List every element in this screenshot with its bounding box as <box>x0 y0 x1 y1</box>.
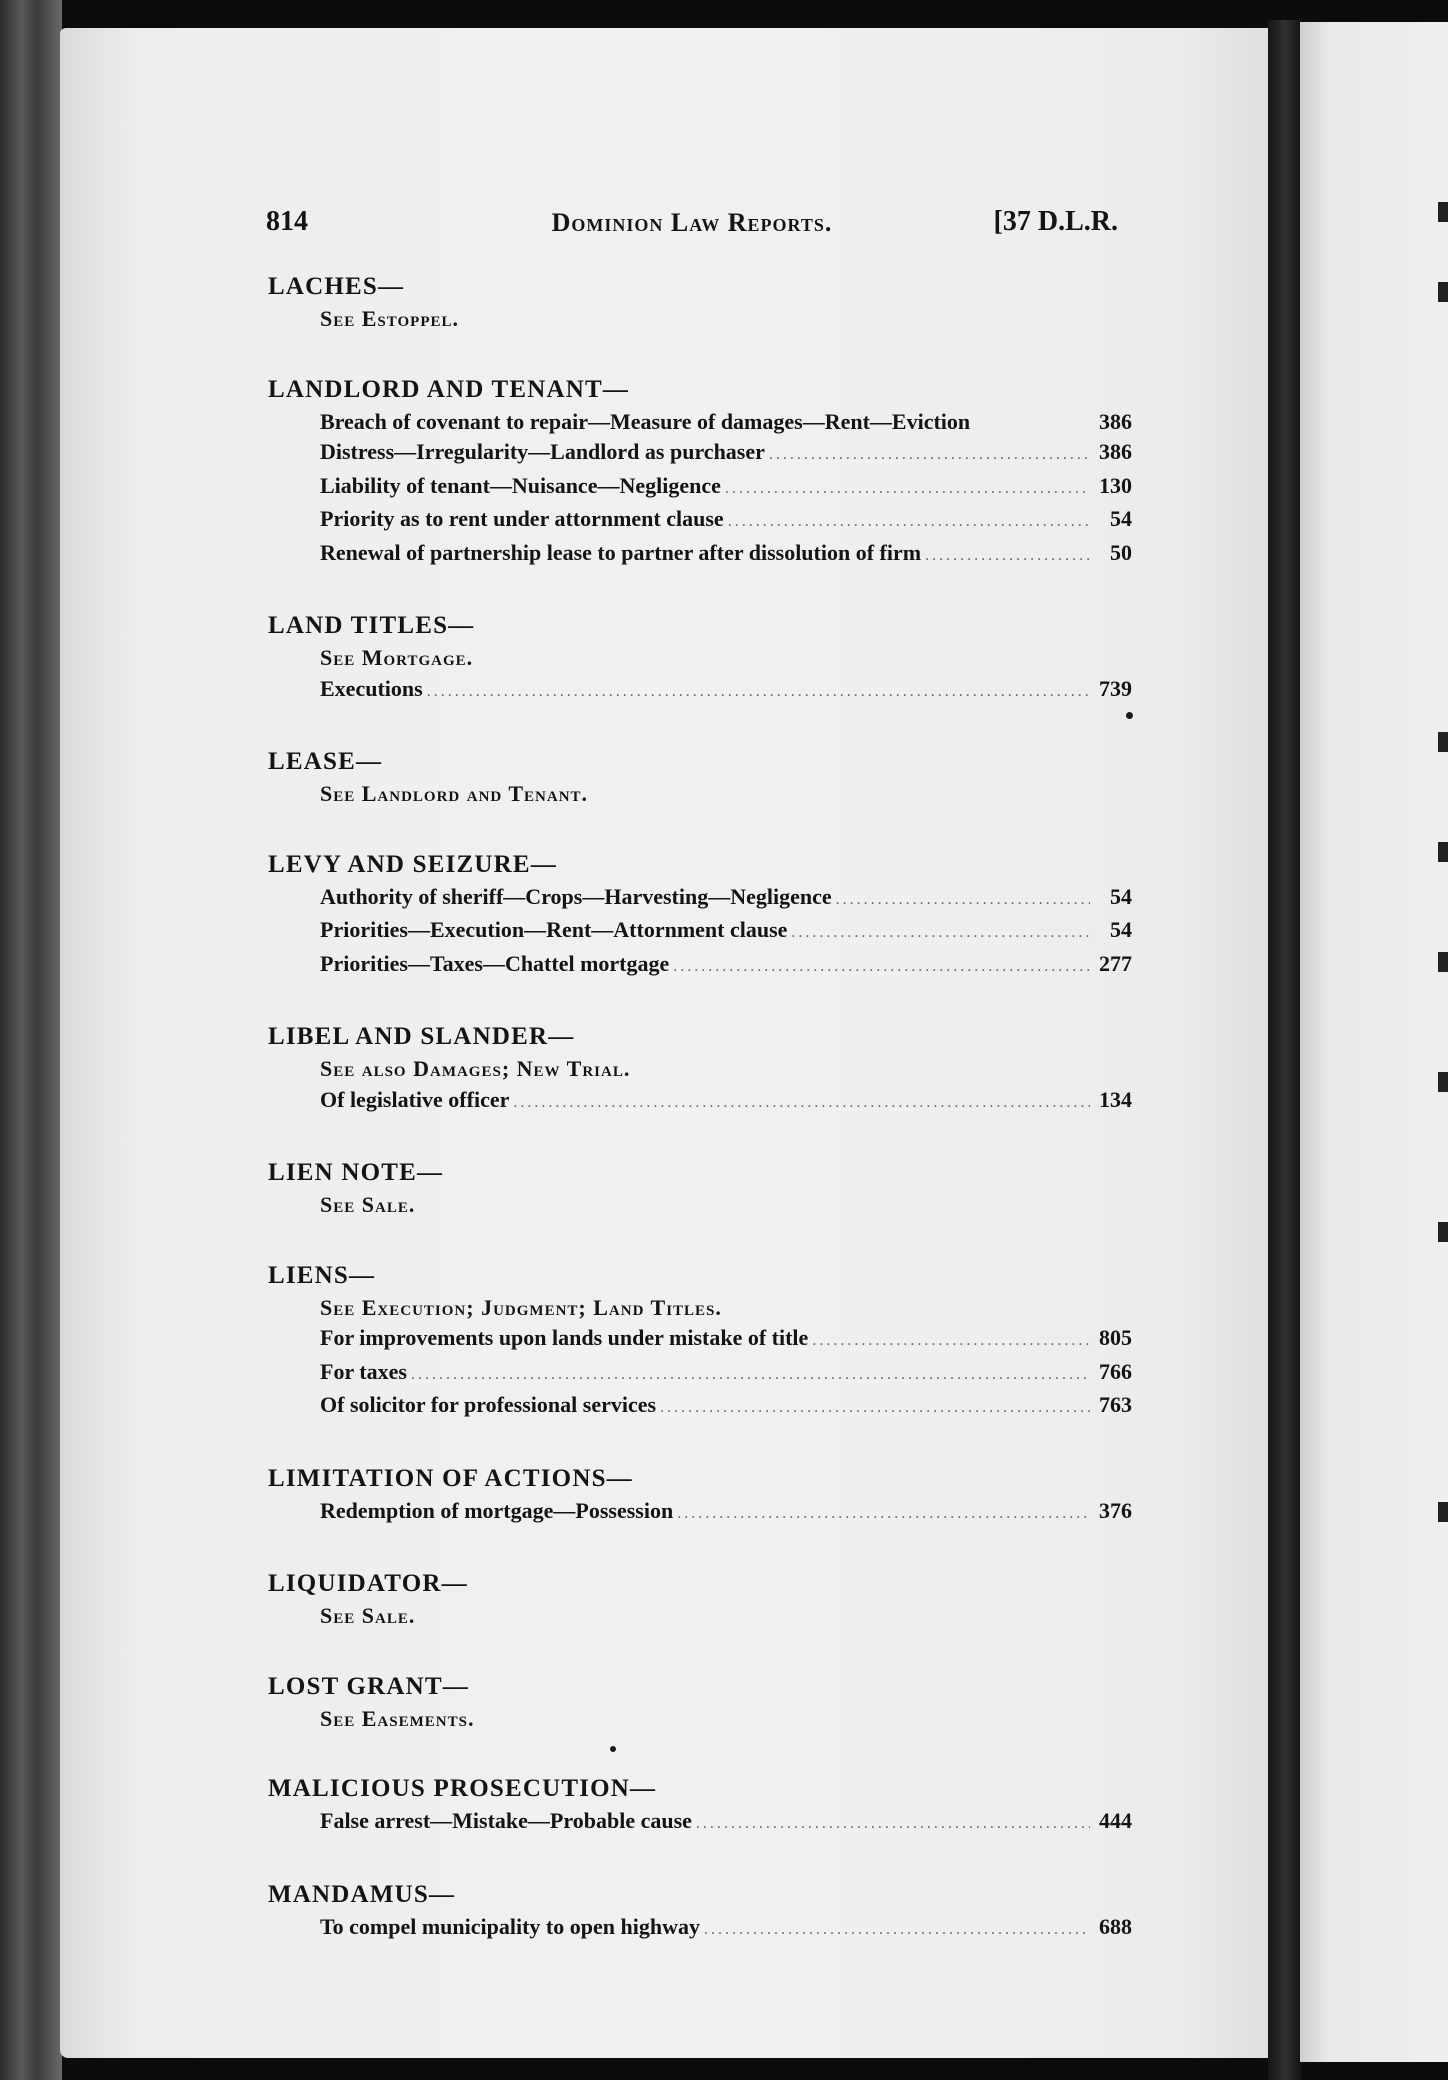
page-gutter <box>1268 20 1302 2080</box>
page-reference: 805 <box>1099 1325 1132 1350</box>
subentry-text: Priority as to rent under attornment clause <box>320 506 724 531</box>
subentry <box>268 538 1132 572</box>
volume-reference: [37 D.L.R. <box>993 206 1118 237</box>
leader-dots <box>427 677 1090 708</box>
cross-reference: See Sale. <box>320 1192 416 1217</box>
entry-heading: LAND TITLES— <box>268 612 475 639</box>
page-reference: 54 <box>1110 917 1132 942</box>
page-reference: 444 <box>1099 1808 1132 1833</box>
entry-heading: LIQUIDATOR— <box>268 1570 468 1597</box>
subentry <box>268 1496 1132 1530</box>
cross-reference: See also Damages; New Trial. <box>320 1056 631 1081</box>
entry-heading: MANDAMUS— <box>268 1880 456 1908</box>
index-list <box>268 270 1132 1983</box>
subentry <box>268 674 1132 708</box>
subentry <box>268 1357 1132 1391</box>
page-reference: 386 <box>1099 408 1132 434</box>
entry-heading: LOST GRANT— <box>268 1672 469 1700</box>
leader-dots <box>812 1326 1090 1357</box>
book-spine <box>0 0 62 2080</box>
cross-reference: See Landlord and Tenant. <box>320 781 589 806</box>
page-reference: 54 <box>1110 883 1132 909</box>
subentry <box>268 1085 1132 1119</box>
cross-reference: See Execution; Judgment; Land Titles. <box>320 1294 722 1320</box>
subentry <box>268 1806 1132 1840</box>
index-entry <box>268 848 1132 983</box>
subentry-text: Breach of covenant to repair—Measure of damages—Rent—Eviction <box>320 408 971 434</box>
leader-dots <box>925 541 1090 572</box>
entry-heading: LANDLORD AND TENANT— <box>268 375 630 403</box>
entry-heading: LIENS— <box>268 1261 376 1289</box>
cross-reference: See Mortgage. <box>320 645 474 670</box>
subentry <box>268 1323 1132 1357</box>
leader-dots <box>513 1088 1090 1119</box>
subentry <box>268 504 1132 538</box>
page-header <box>266 206 1118 246</box>
leader-dots <box>791 918 1090 949</box>
subentry-text: False arrest—Mistake—Probable cause <box>320 1808 692 1833</box>
subentry-text: Authority of sheriff—Crops—Harvesting—Negligence <box>320 883 832 909</box>
subentry-text: Liability of tenant—Nuisance—Negligence <box>320 472 721 498</box>
subentry <box>268 915 1132 949</box>
cross-reference: See Estoppel. <box>320 306 459 331</box>
cross-reference: See Easements. <box>320 1705 475 1731</box>
entry-heading: LEVY AND SEIZURE— <box>268 850 557 878</box>
page-reference: 766 <box>1099 1358 1132 1384</box>
subentry <box>268 1912 1132 1946</box>
subentry-text: Renewal of partnership lease to partner after dissolution of firm <box>320 539 922 565</box>
subentry-text: Of solicitor for professional services <box>320 1392 657 1417</box>
index-entry <box>268 1259 1132 1424</box>
page-reference: 54 <box>1110 506 1132 531</box>
index-entry <box>268 1462 1132 1530</box>
leader-dots <box>673 952 1090 983</box>
page-reference: 688 <box>1099 1913 1132 1939</box>
index-entry <box>268 270 1132 335</box>
leader-dots <box>769 440 1090 471</box>
print-speck <box>1126 712 1133 719</box>
page-reference: 739 <box>1099 675 1132 701</box>
leader-dots <box>411 1360 1090 1391</box>
subentry <box>268 437 1132 471</box>
index-entry <box>268 1670 1132 1735</box>
entry-heading: LIBEL AND SLANDER— <box>268 1023 575 1050</box>
page-reference: 277 <box>1099 950 1132 976</box>
entry-heading: LIMITATION OF ACTIONS— <box>268 1464 633 1492</box>
subentry-text: Priorities—Taxes—Chattel mortgage <box>320 950 670 976</box>
index-entry <box>268 1156 1132 1221</box>
subentry <box>268 407 1132 438</box>
page-reference: 763 <box>1099 1392 1132 1417</box>
subentry <box>268 1390 1132 1424</box>
subentry-text: Priorities—Execution—Rent—Attornment clause <box>320 917 788 942</box>
subentry <box>268 471 1132 505</box>
print-speck <box>610 1746 616 1752</box>
leader-dots <box>660 1393 1090 1424</box>
subentry-text: For taxes <box>320 1358 407 1384</box>
entry-heading: MALICIOUS PROSECUTION— <box>268 1775 657 1802</box>
page-reference: 134 <box>1099 1086 1132 1112</box>
entry-heading: LACHES— <box>268 273 405 300</box>
leader-dots <box>725 474 1090 505</box>
subentry <box>268 949 1132 983</box>
facing-page-edge <box>1300 22 1448 2062</box>
index-entry <box>268 1878 1132 1946</box>
index-entry <box>268 745 1132 810</box>
leader-dots <box>728 507 1090 538</box>
leader-dots <box>677 1499 1090 1530</box>
index-entry <box>268 1567 1132 1632</box>
index-entry <box>268 373 1132 572</box>
subentry-text: Executions <box>320 675 423 701</box>
subentry-text: Of legislative officer <box>320 1086 510 1112</box>
cross-reference: See Sale. <box>320 1603 416 1628</box>
index-entry <box>268 1772 1132 1840</box>
subentry-text: To compel municipality to open highway <box>320 1913 700 1939</box>
running-title: Dominion Law Reports. <box>551 208 833 237</box>
leader-dots <box>696 1809 1090 1840</box>
subentry <box>268 882 1132 916</box>
subentry-text: For improvements upon lands under mistake of title <box>320 1325 809 1350</box>
page-number: 814 <box>266 206 308 237</box>
entry-heading: LEASE— <box>268 748 383 775</box>
index-entry <box>268 1020 1132 1118</box>
page-reference: 130 <box>1099 472 1132 498</box>
entry-heading: LIEN NOTE— <box>268 1159 444 1186</box>
subentry-text: Redemption of mortgage—Possession <box>320 1497 674 1523</box>
page-reference: 376 <box>1099 1497 1132 1523</box>
page-reference: 50 <box>1110 539 1132 565</box>
leader-dots <box>836 885 1090 916</box>
index-entry <box>268 609 1132 707</box>
leader-dots <box>704 1915 1090 1946</box>
subentry-text: Distress—Irregularity—Landlord as purchaser <box>320 439 765 464</box>
page-reference: 386 <box>1099 439 1132 464</box>
